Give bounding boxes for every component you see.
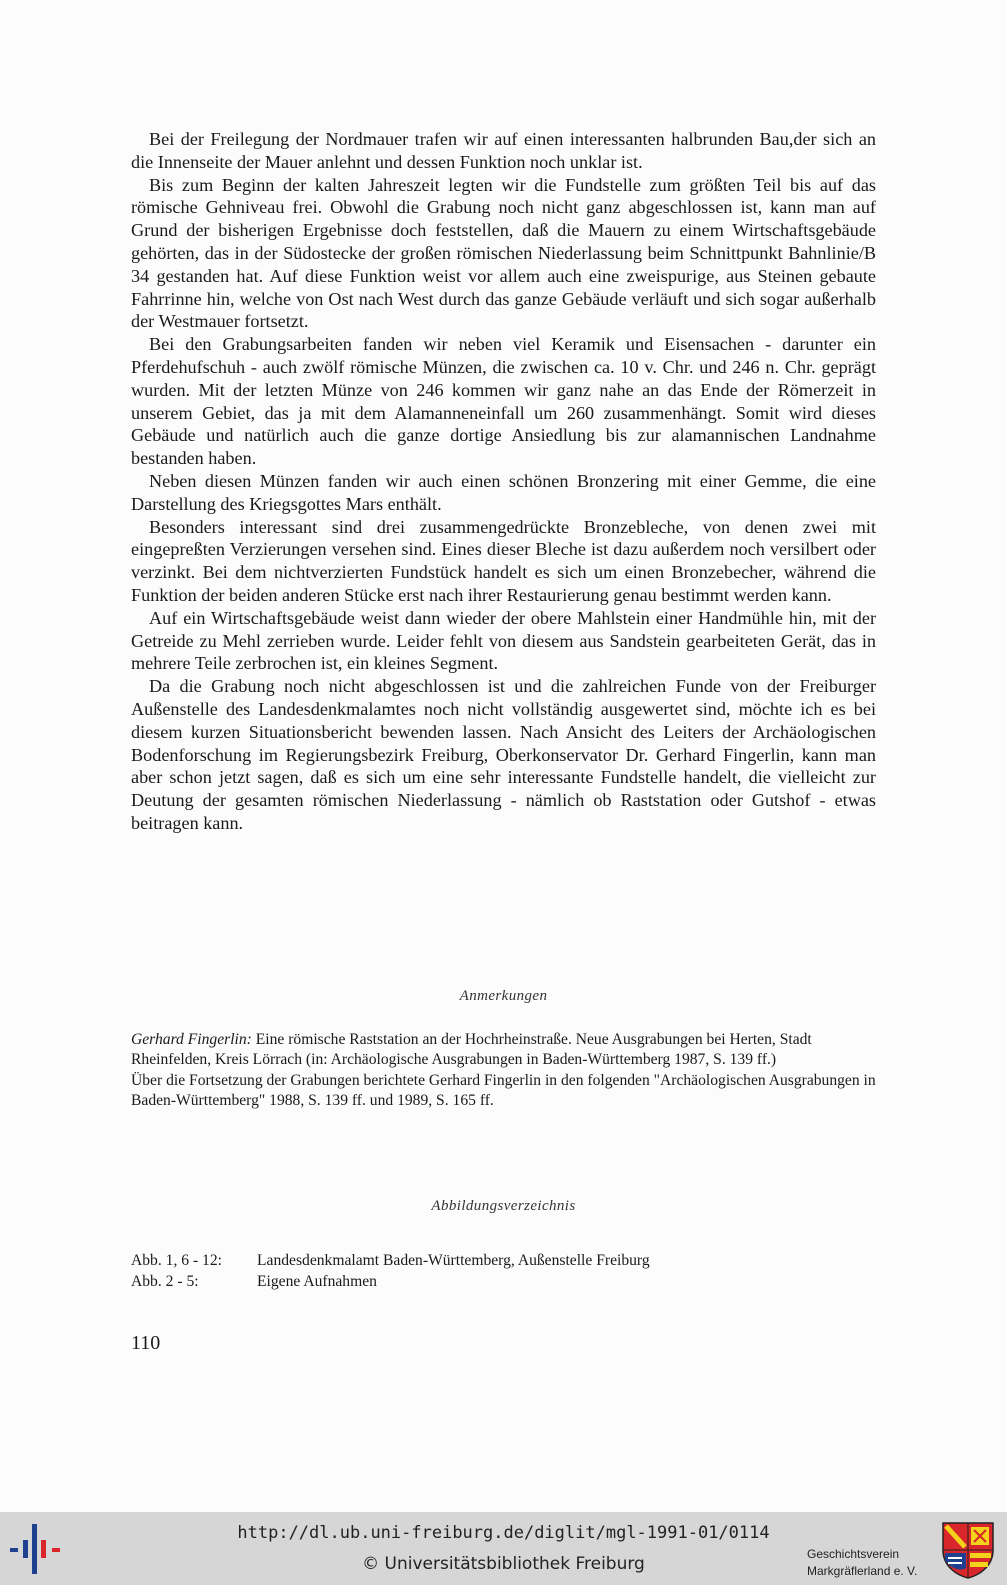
paragraph: Bei den Grabungsarbeiten fanden wir neben viel Keramik und Eisensachen - darunter ein Pferdehufschuh - auch zwölf römische Münzen, die zwischen ca. 10 v. Chr. und 246 n. Chr. geprägt wurden. Mit der letzten Münze von 246 kommen wir ganz nahe an das Ende der Römerzeit in unserem Gebiet, das ja mit dem Alamanneneinfall um 260 zusammenhängt. Somit wird dieses Gebäude und natürlich auch die ganze dortige Ansiedlung bis zur alamannischen Landnahme bestanden haben. xyxy=(131,334,876,469)
note-reference-2: Über die Fortsetzung der Grabungen berichtete Gerhard Fingerlin in den folgenden "Archäologischen Ausgrabungen in Baden-Württemberg" 1988, S. 139 ff. und 1989, S. 165 ff. xyxy=(131,1071,876,1110)
footer-bar xyxy=(0,1512,1007,1585)
paragraph: Da die Grabung noch nicht abgeschlossen ist und die zahlreichen Funde von der Freiburger Außenstelle des Landesdenkmalamtes noch nicht vollständig ausgewertet sind, möchte ich es bei diesem kurzen Situationsbericht bewenden lassen. Nach Ansicht des Leiters der Archäologischen Bodenforschung im Regierungsbezirk Freiburg, Oberkonservator Dr. Gerhard Fingerlin, kann man aber schon jetzt sagen, daß es sich um eine sehr interessante Fundstelle handelt, die vielleicht zur Deutung der gesamten römischen Niederlassung - nämlich ob Raststation oder Gutshof - etwas beitragen kann. xyxy=(131,676,876,833)
figures-heading: Abbildungsverzeichnis xyxy=(431,1198,576,1214)
note-reference-1 xyxy=(131,1030,876,1071)
figure-list-item xyxy=(131,1271,876,1292)
society-line: Markgräflerland e. V. xyxy=(807,1564,918,1578)
note-author: Gerhard Fingerlin: xyxy=(131,1031,252,1048)
figure-value: Eigene Aufnahmen xyxy=(257,1273,377,1290)
society-name xyxy=(807,1546,937,1580)
footer-copyright: © Universitätsbibliothek Freiburg xyxy=(362,1554,645,1574)
notes-section xyxy=(131,1030,876,1112)
paragraph: Bis zum Beginn der kalten Jahreszeit legten wir die Fundstelle zum größten Teil bis auf das römische Gehniveau frei. Obwohl die Grabung noch nicht ganz abgeschlossen ist, kann man auf Grund der bisherigen Ergebnisse doch feststellen, daß die Mauern zu einem Wirtschaftsgebäude gehörten, das in der Südostecke der großen römischen Niederlassung beim Schnittpunkt Bahnlinie/B 34 gestanden hat. Auf diese Funktion weist vor allem auch eine zweispurige, aus Steinen gebaute Fahrrinne hin, welche von Ost nach West durch das ganze Gebäude verläuft und sich sogar außerhalb der Westmauer fortsetzt. xyxy=(131,174,876,332)
paragraph: Auf ein Wirtschaftsgebäude weist dann wieder der obere Mahlstein einer Handmühle hin, mit der Getreide zu Mehl zerrieben wurde. Leider fehlt von diesem aus Sandstein gearbeiteten Gerät, das in mehrere Teile zerbrochen ist, ein kleines Segment. xyxy=(131,607,876,674)
coat-of-arms-icon xyxy=(940,1520,996,1580)
paragraph: Besonders interessant sind drei zusammengedrückte Bronzebleche, von denen zwei mit eingepreßten Verzierungen versehen sind. Eines dieser Bleche ist dazu außerdem noch versilbert oder verzinkt. Bei dem nichtverzierten Fundstück handelt es sich um einen Bronzebecher, während die Funktion der beiden anderen Stücke erst nach ihrer Restaurierung genau bestimmt werden kann. xyxy=(131,516,876,605)
figure-value: Landesdenkmalamt Baden-Württemberg, Außenstelle Freiburg xyxy=(257,1252,650,1269)
figure-list xyxy=(131,1250,876,1292)
figure-key: Abb. 2 - 5: xyxy=(131,1273,199,1290)
figure-key: Abb. 1, 6 - 12: xyxy=(131,1252,222,1269)
article-body xyxy=(131,128,876,835)
notes-heading: Anmerkungen xyxy=(459,988,548,1004)
society-line: Geschichtsverein xyxy=(807,1547,900,1561)
paragraph: Neben diesen Münzen fanden wir auch einen schönen Bronzering mit einer Gemme, die eine Darstellung des Kriegsgottes Mars enthält. xyxy=(131,470,876,514)
note-text: Eine römische Raststation an der Hochrheinstraße. Neue Ausgrabungen bei Herten, Stadt Rheinfelden, Kreis Lörrach (in: Archäologische Ausgrabungen in Baden-Württemberg 1987, S. 139 ff.) xyxy=(131,1031,812,1069)
figure-list-item xyxy=(131,1250,876,1271)
page-number: 110 xyxy=(131,1332,161,1354)
footer-url-link[interactable]: http://dl.ub.uni-freiburg.de/diglit/mgl-1991-01/0114 xyxy=(237,1523,770,1543)
paragraph: Bei der Freilegung der Nordmauer trafen wir auf einen interessanten halbrunden Bau,der sich an die Innenseite der Mauer anlehnt und dessen Funktion noch unklar ist. xyxy=(131,129,876,172)
